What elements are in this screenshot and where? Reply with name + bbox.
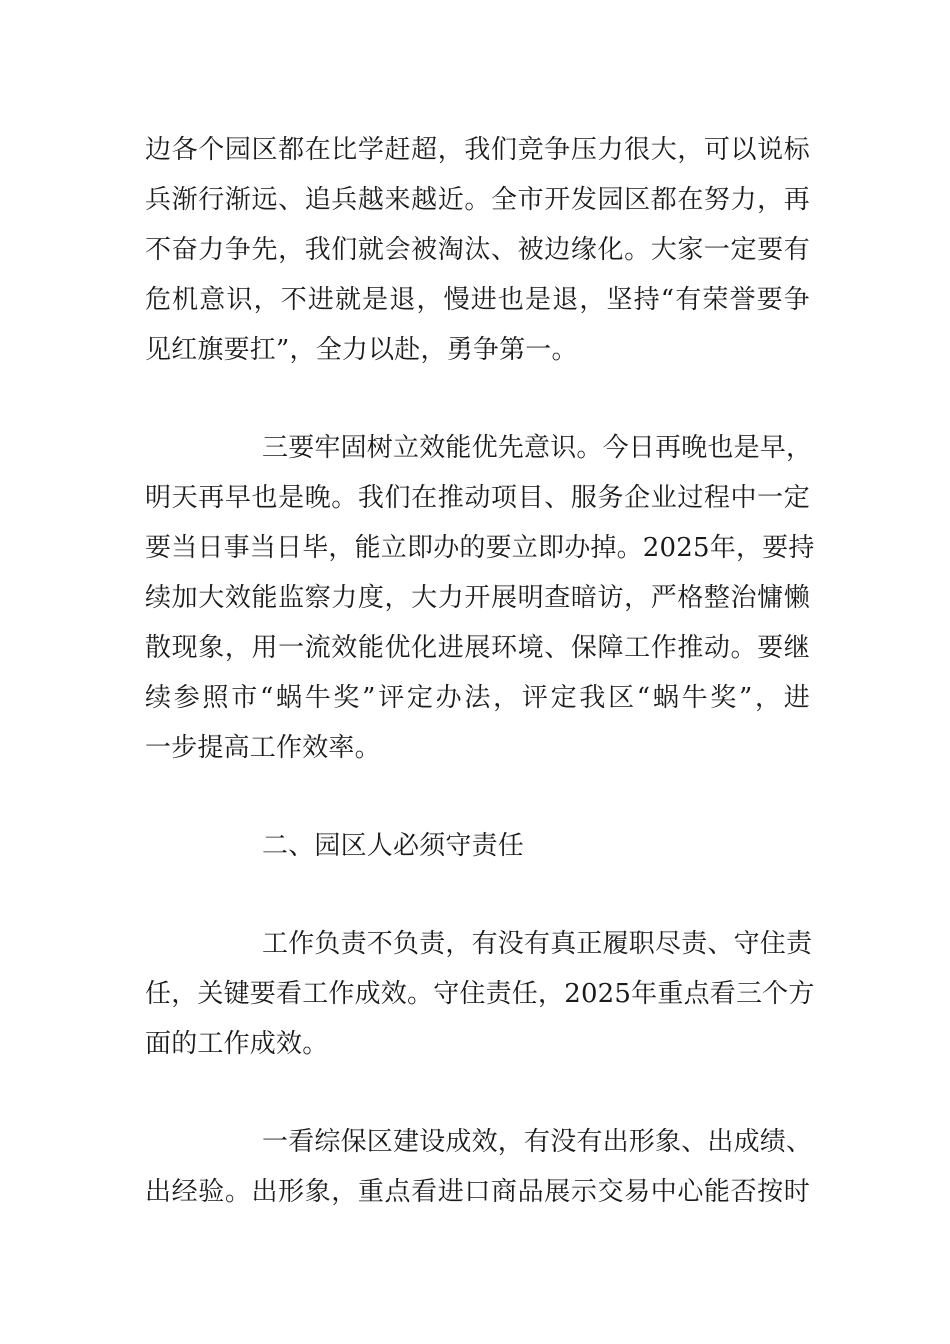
text-line: 散现象，用一流效能优化进展环境、保障工作推动。要继 [145, 633, 810, 663]
text-line: 续参照市“蜗牛奖”评定办法，评定我区“蜗牛奖”，进 [145, 683, 810, 713]
text-line: 边各个园区都在比学赶超，我们竞争压力很大，可以说标 [145, 135, 810, 165]
text-line: 危机意识，不进就是退，慢进也是退，坚持“有荣誉要争 [145, 285, 810, 315]
text-line: 出经验。出形象，重点看进口商品展示交易中心能否按时 [145, 1177, 810, 1207]
text-line: 明天再早也是晚。我们在推动项目、服务企业过程中一定 [145, 483, 810, 513]
text-line: 续加大效能监察力度，大力开展明查暗访，严格整治慵懒 [145, 583, 810, 613]
paragraph-first-line: 一看综保区建设成效，有没有出形象、出成绩、 [262, 1127, 813, 1157]
text-line: 兵渐行渐远、追兵越来越近。全市开发园区都在努力，再 [145, 185, 810, 215]
section-heading: 二、园区人必须守责任 [262, 831, 525, 861]
text-line: 面的工作成效。 [145, 1029, 329, 1059]
text-line: 要当日事当日毕，能立即办的要立即办掉。2025年，要持 [145, 533, 815, 563]
paragraph-first-line: 三要牢固树立效能优先意识。今日再晚也是早， [262, 433, 813, 463]
text-line: 任，关键要看工作成效。守住责任，2025年重点看三个方 [145, 979, 815, 1009]
paragraph-first-line: 工作负责不负责，有没有真正履职尽责、守住责 [262, 929, 813, 959]
text-line: 见红旗要扛”，全力以赴，勇争第一。 [145, 335, 578, 365]
text-line: 不奋力争先，我们就会被淘汰、被边缘化。大家一定要有 [145, 235, 810, 265]
text-line: 一步提高工作效率。 [145, 733, 381, 763]
